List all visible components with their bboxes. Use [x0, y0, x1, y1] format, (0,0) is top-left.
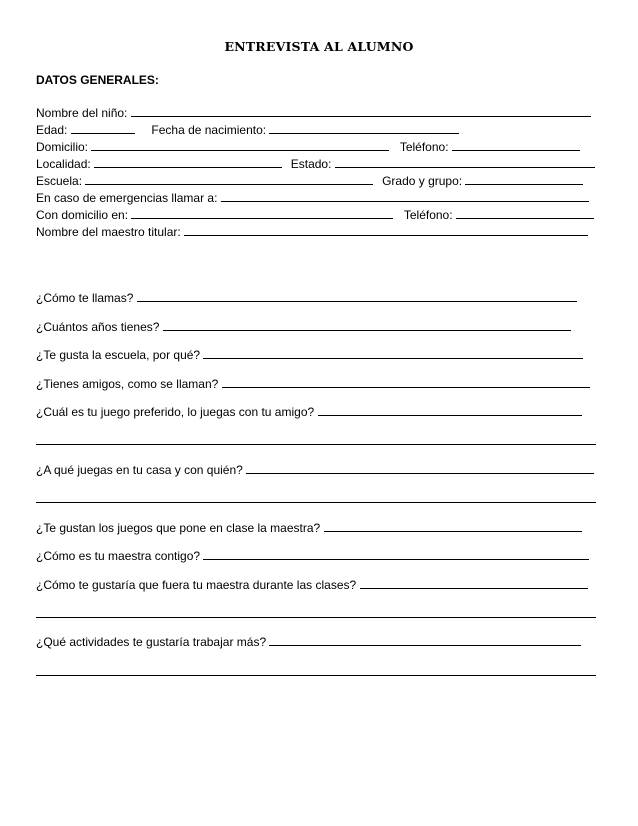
- answer-line-extra[interactable]: [36, 444, 596, 445]
- field-blank-fecha[interactable]: [269, 121, 459, 134]
- question-5: [36, 403, 582, 420]
- question-label: ¿A qué juegas en tu casa y con quién?: [36, 463, 243, 477]
- answer-line-extra[interactable]: [36, 617, 596, 618]
- field-blank-maestro[interactable]: [184, 223, 588, 236]
- field-label-escuela: Escuela:: [36, 174, 83, 188]
- question-3: [36, 346, 583, 363]
- field-row-localidad: [36, 155, 595, 172]
- field-label-fecha: Fecha de nacimiento:: [151, 123, 267, 137]
- question-label: ¿Cómo te gustaría que fuera tu maestra durante las clases?: [36, 578, 357, 592]
- answer-blank[interactable]: [222, 375, 590, 388]
- field-blank-estado[interactable]: [335, 155, 595, 168]
- answer-blank[interactable]: [203, 547, 589, 560]
- question-9: [36, 576, 588, 593]
- answer-blank[interactable]: [269, 633, 581, 646]
- field-row-escuela: [36, 172, 583, 189]
- field-label-nombre: Nombre del niño:: [36, 106, 128, 120]
- answer-blank[interactable]: [163, 318, 571, 331]
- field-label-estado: Estado:: [290, 157, 332, 171]
- question-1: [36, 289, 577, 306]
- field-blank-localidad[interactable]: [94, 155, 282, 168]
- field-blank-telefono-2[interactable]: [456, 206, 594, 219]
- field-row-emergencia: [36, 189, 589, 206]
- field-label-telefono-2: Teléfono:: [403, 208, 453, 222]
- field-label-emergencia: En caso de emergencias llamar a:: [36, 191, 218, 205]
- answer-blank[interactable]: [246, 461, 594, 474]
- question-4: [36, 375, 590, 392]
- field-blank-emergencia[interactable]: [221, 189, 589, 202]
- field-blank-nombre[interactable]: [131, 104, 591, 117]
- question-label: ¿Cómo es tu maestra contigo?: [36, 549, 201, 563]
- field-blank-domicilio[interactable]: [91, 138, 389, 151]
- field-row-domicilio: [36, 138, 580, 155]
- field-label-maestro: Nombre del maestro titular:: [36, 225, 181, 239]
- question-label: ¿Cómo te llamas?: [36, 291, 134, 305]
- field-label-domicilio: Domicilio:: [36, 140, 89, 154]
- question-10: [36, 633, 581, 650]
- question-7: [36, 519, 582, 536]
- answer-blank[interactable]: [324, 519, 582, 532]
- section-heading: DATOS GENERALES:: [36, 73, 159, 87]
- field-label-grado: Grado y grupo:: [382, 174, 463, 188]
- field-blank-telefono[interactable]: [452, 138, 580, 151]
- field-row-nombre: [36, 104, 591, 121]
- question-2: [36, 318, 571, 335]
- field-row-maestro: [36, 223, 588, 240]
- field-label-telefono: Teléfono:: [399, 140, 449, 154]
- field-label-edad: Edad:: [36, 123, 68, 137]
- field-blank-edad[interactable]: [71, 121, 135, 134]
- page-title: ENTREVISTA AL ALUMNO: [224, 39, 414, 54]
- question-label: ¿Cuántos años tienes?: [36, 320, 160, 334]
- field-label-con-domicilio: Con domicilio en:: [36, 208, 129, 222]
- field-blank-escuela[interactable]: [85, 172, 373, 185]
- question-label: ¿Tienes amigos, como se llaman?: [36, 377, 219, 391]
- answer-blank[interactable]: [203, 346, 583, 359]
- question-label: ¿Qué actividades te gustaría trabajar más?: [36, 635, 267, 649]
- question-6: [36, 461, 594, 478]
- question-label: ¿Te gusta la escuela, por qué?: [36, 348, 201, 362]
- field-blank-con-domicilio[interactable]: [131, 206, 393, 219]
- field-label-localidad: Localidad:: [36, 157, 91, 171]
- answer-line-extra[interactable]: [36, 675, 596, 676]
- answer-blank[interactable]: [318, 403, 582, 416]
- question-label: ¿Te gustan los juegos que pone en clase la maestra?: [36, 521, 321, 535]
- answer-blank[interactable]: [360, 576, 588, 589]
- field-blank-grado[interactable]: [465, 172, 583, 185]
- answer-line-extra[interactable]: [36, 502, 596, 503]
- field-row-con-domicilio: [36, 206, 594, 223]
- field-row-edad: [36, 121, 459, 138]
- question-8: [36, 547, 589, 564]
- question-label: ¿Cuál es tu juego preferido, lo juegas con tu amigo?: [36, 405, 315, 419]
- answer-blank[interactable]: [137, 289, 577, 302]
